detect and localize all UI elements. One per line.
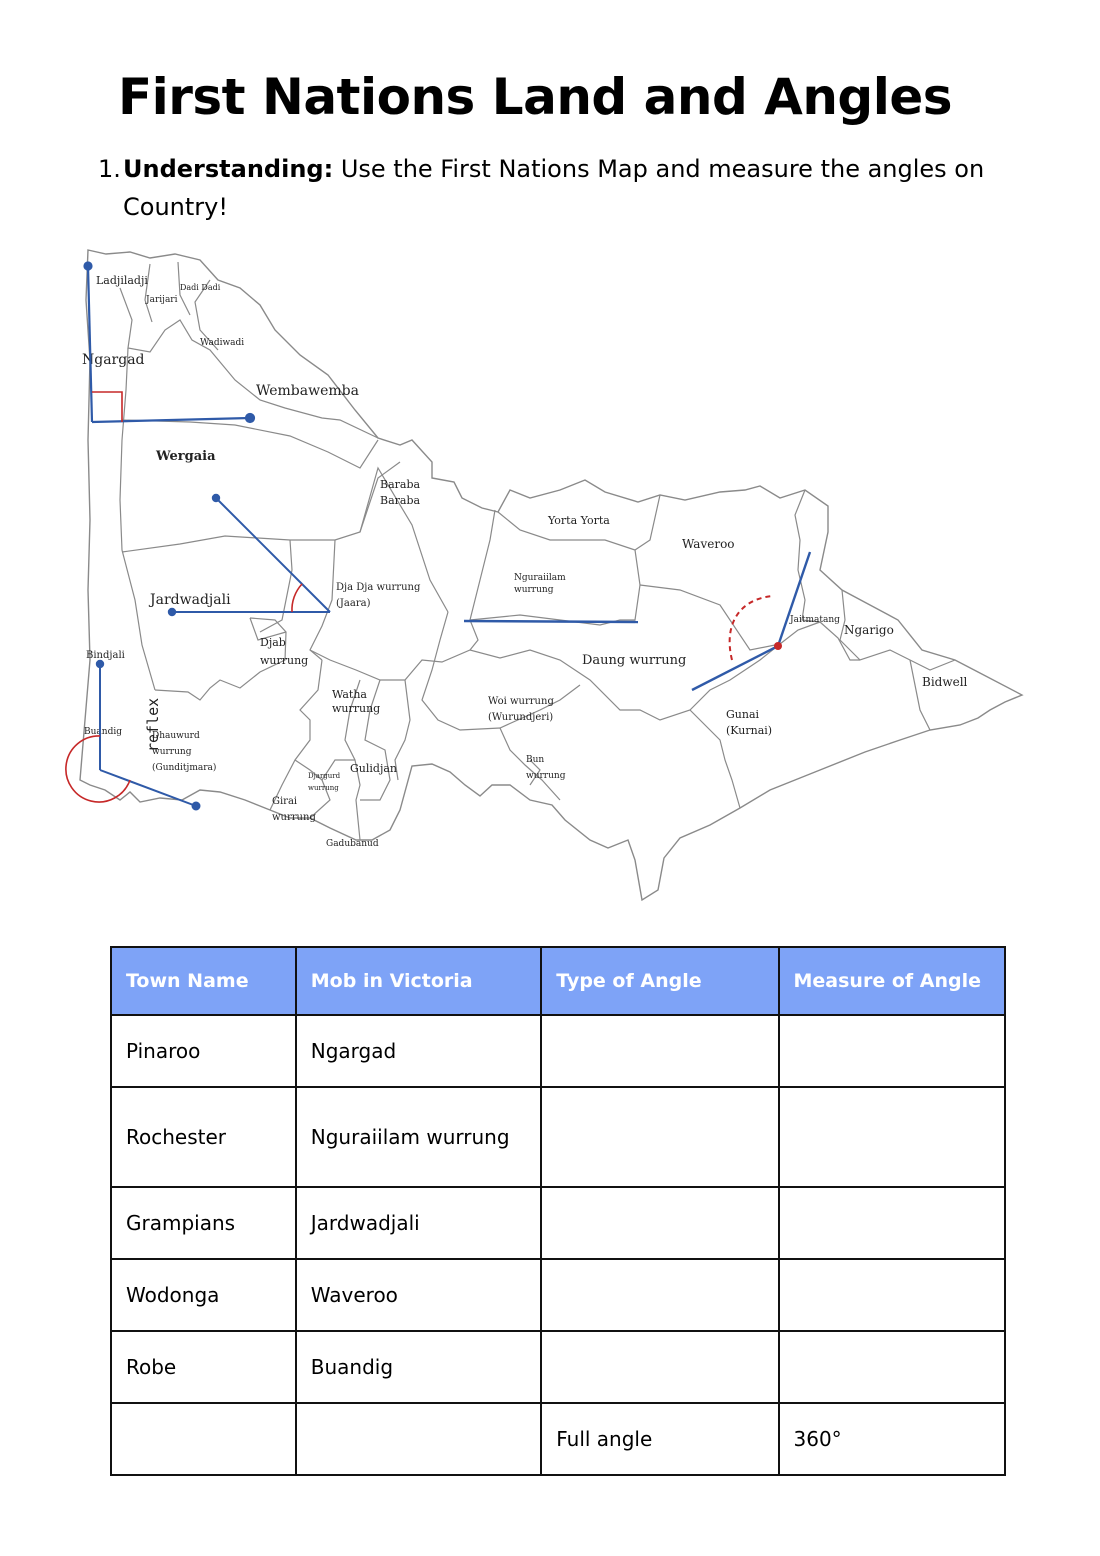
question-text: Use the First Nations Map and measure the angles on Country!: [123, 155, 985, 221]
cell-angle-measure[interactable]: [779, 1259, 1006, 1331]
cell-town: Rochester: [111, 1087, 296, 1187]
question-1: [98, 150, 1018, 226]
header-measure-of-angle: Measure of Angle: [779, 947, 1006, 1015]
region-label: (Jaara): [336, 598, 371, 609]
region-label: Wembawemba: [256, 383, 359, 399]
region-label: Buandig: [84, 727, 122, 737]
cell-angle-measure[interactable]: [779, 1015, 1006, 1087]
table-row: [111, 1187, 1005, 1259]
region-label: Watha: [332, 688, 367, 701]
region-label: Gadubanud: [326, 839, 379, 849]
region-label: Gulidjan: [350, 762, 398, 775]
region-label: Baraba: [380, 494, 421, 507]
table-header-row: [111, 947, 1005, 1015]
region-label: wurrung: [332, 702, 381, 715]
cell-town: Wodonga: [111, 1259, 296, 1331]
cell-angle-type[interactable]: [541, 1087, 778, 1187]
region-label: Nguraiilam: [514, 573, 566, 583]
region-labels: [82, 274, 968, 849]
reflex-annotation: reflex: [144, 697, 162, 752]
cell-angle-type: Full angle: [541, 1403, 778, 1475]
region-label: (Wurundjeri): [488, 712, 554, 723]
region-label: Ladjiladji: [96, 274, 148, 287]
region-label: wurrung: [152, 747, 192, 757]
region-label: (Kurnai): [726, 724, 773, 737]
cell-town: Pinaroo: [111, 1015, 296, 1087]
cell-angle-type[interactable]: [541, 1015, 778, 1087]
cell-angle-type[interactable]: [541, 1259, 778, 1331]
cell-angle-measure[interactable]: [779, 1087, 1006, 1187]
region-label: Bun: [526, 755, 545, 765]
angles-table: [110, 946, 1006, 1476]
region-label: wurrung: [260, 654, 309, 667]
region-label: Ngarigo: [844, 623, 894, 637]
region-label: Waveroo: [682, 537, 735, 551]
cell-mob[interactable]: [296, 1403, 541, 1475]
cell-mob: Waveroo: [296, 1259, 541, 1331]
header-type-of-angle: Type of Angle: [541, 947, 778, 1015]
region-label: Dadi Dadi: [180, 283, 221, 292]
region-label: Baraba: [380, 478, 421, 491]
table-row: [111, 1403, 1005, 1475]
cell-mob: Nguraiilam wurrung: [296, 1087, 541, 1187]
first-nations-map: [60, 240, 1040, 920]
region-label: Daung wurrung: [582, 653, 687, 668]
region-label: Dja Dja wurrung: [336, 582, 421, 593]
table-row: [111, 1259, 1005, 1331]
region-label: Woi wurrung: [488, 696, 554, 707]
question-label: Understanding:: [123, 155, 334, 183]
region-label: wurrung: [272, 812, 316, 823]
region-label: Girai: [272, 796, 298, 807]
region-label: Jarijari: [146, 295, 178, 305]
cell-angle-measure: 360°: [779, 1403, 1006, 1475]
cell-mob: Ngargad: [296, 1015, 541, 1087]
region-label: Jardwadjali: [150, 592, 231, 608]
region-label: Gunai: [726, 708, 760, 721]
cell-mob: Buandig: [296, 1331, 541, 1403]
region-label: Ngargad: [82, 352, 145, 368]
region-label: Yorta Yorta: [548, 514, 610, 527]
cell-angle-type[interactable]: [541, 1331, 778, 1403]
region-label: Wadiwadi: [200, 338, 245, 348]
cell-town: Robe: [111, 1331, 296, 1403]
table-row: [111, 1015, 1005, 1087]
header-mob: Mob in Victoria: [296, 947, 541, 1015]
page-title: First Nations Land and Angles: [117, 68, 953, 126]
region-label: Djargurd: [308, 772, 341, 780]
header-town-name: Town Name: [111, 947, 296, 1015]
cell-town[interactable]: [111, 1403, 296, 1475]
region-label: Bindjali: [86, 650, 125, 661]
question-number: 1.: [98, 155, 121, 183]
region-label: wurrung: [526, 771, 566, 781]
region-label: Bidwell: [922, 675, 968, 689]
cell-angle-measure[interactable]: [779, 1331, 1006, 1403]
cell-mob: Jardwadjali: [296, 1187, 541, 1259]
region-label: wurrung: [308, 784, 339, 792]
region-label: (Gunditjmara): [152, 763, 217, 773]
cell-town: Grampians: [111, 1187, 296, 1259]
region-label: wurrung: [514, 585, 554, 595]
region-label: Wergaia: [156, 449, 216, 464]
cell-angle-measure[interactable]: [779, 1187, 1006, 1259]
region-label: Jaitmatang: [790, 615, 840, 625]
table-row: [111, 1331, 1005, 1403]
angle-straight: [464, 621, 638, 622]
region-borders: [120, 262, 955, 840]
region-label: Djab: [260, 636, 286, 649]
region-label: Dhauwurd: [152, 731, 200, 741]
victoria-map-svg: [60, 240, 1040, 920]
cell-angle-type[interactable]: [541, 1187, 778, 1259]
table-row: [111, 1087, 1005, 1187]
